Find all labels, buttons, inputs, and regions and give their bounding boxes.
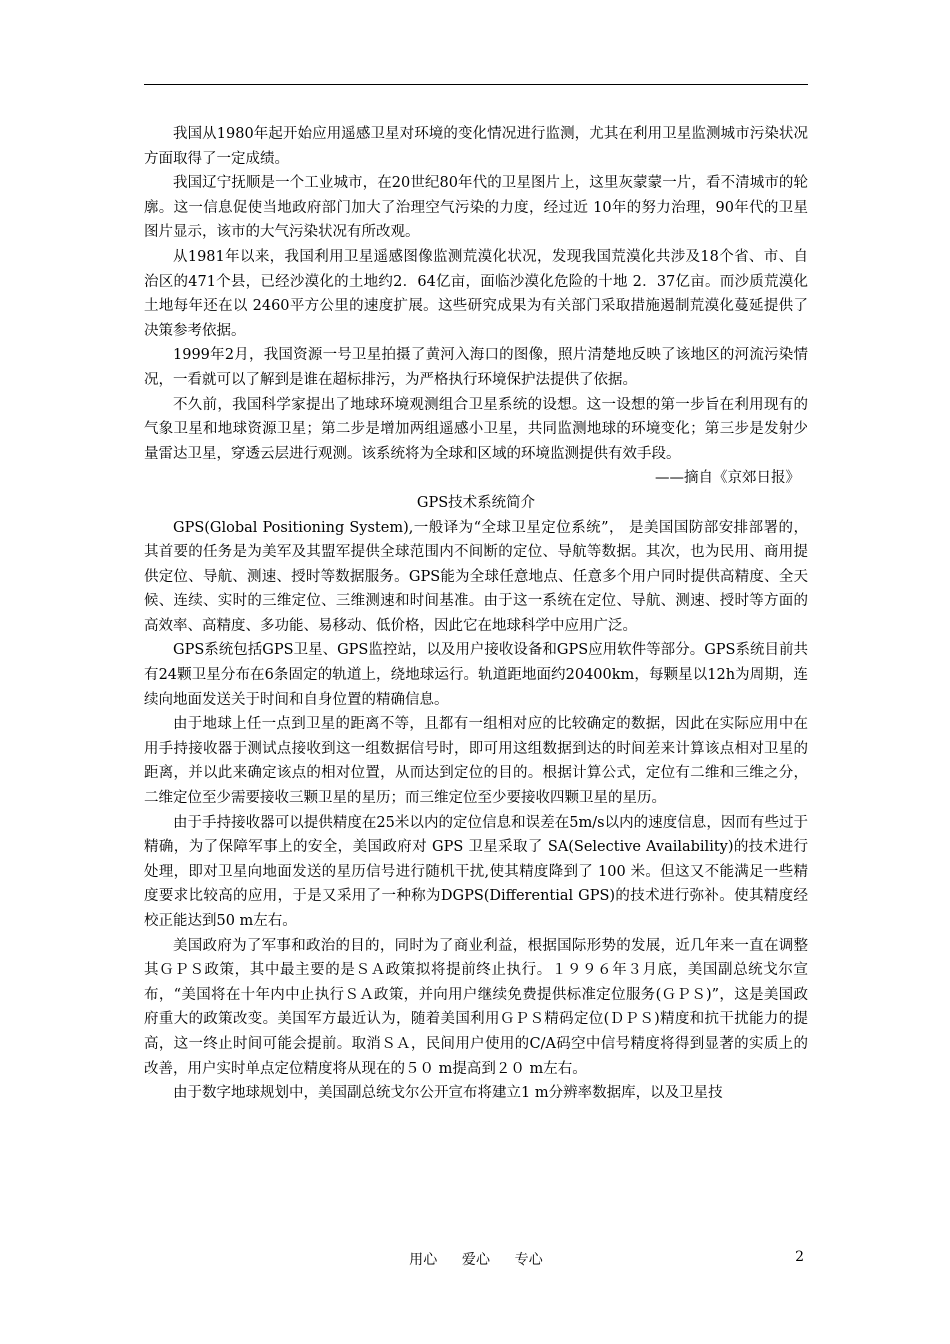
source-attribution: ——摘自《京郊日报》 [655,470,800,487]
paragraph: 由于手持接收器可以提供精度在25米以内的定位信息和误差在5m/s以内的速度信息，因而有些过于精确，为了保障军事上的安全，美国政府对 GPS 卫星采取了 SA(Selective Availability)的技术进行处理，即对卫星向地面发送的星历信号进行随机干扰,使其精度降到了 100 米。但这又不能满足一些精度要求比较高的应用，于是又采用了一种称为DGPS(Differential GPS)的技术进行弥补。使其精度经校正能达到50 m左右。 [144,814,808,929]
paragraph: 美国政府为了军事和政治的目的，同时为了商业利益，根据国际形势的发展，近几年来一直在调整其ＧＰＳ政策，其中最主要的是ＳＡ政策拟将提前终止执行。１９９６年３月底，美国副总统戈尔宣布，“美国将在十年内中止执行ＳＡ政策，并向用户继续免费提供标准定位服务(ＧＰＳ)”，这是美国政府重大的政策改变。美国军方最近认为，随着美国利用ＧＰＳ精码定位(ＤＰＳ)精度和抗干扰能力的提高，这一终止时间可能会提前。取消ＳＡ，民间用户使用的C/A码空中信号精度将得到显著的实质上的改善，用户实时单点定位精度将从现在的５０ m提高到２０ m左右。 [144,937,808,1077]
section-title: GPS技术系统简介 [416,494,536,511]
paragraph: 不久前，我国科学家提出了地球环境观测组合卫星系统的设想。这一设想的第一步旨在利用现有的气象卫星和地球资源卫星；第二步是增加两组遥感小卫星，共同监测地球的环境变化；第三步是发射少量雷达卫星，穿透云层进行观测。该系统将为全球和区域的环境监测提供有效手段。 [144,396,808,462]
paragraph: 我国辽宁抚顺是一个工业城市，在20世纪80年代的卫星图片上，这里灰蒙蒙一片，看不清城市的轮廓。这一信息促使当地政府部门加大了治理空气污染的力度，经过近 10年的努力治理，90年代的卫星图片显示，该市的大气污染状况有所改观。 [144,175,808,241]
paragraph: 我国从1980年起开始应用遥感卫星对环境的变化情况进行监测，尤其在利用卫星监测城市污染状况方面取得了一定成绩。 [144,126,808,167]
footer-motto-word: 爱心 [461,1252,491,1268]
header-rule [144,84,808,85]
paragraph: GPS系统包括GPS卫星、GPS监控站，以及用户接收设备和GPS应用软件等部分。GPS系统目前共有24颗卫星分布在6条固定的轨道上，绕地球运行。轨道距地面约20400km，每颗星以12h为周期，连续向地面发送关于时间和自身位置的精确信息。 [144,642,808,708]
paragraph: 由于地球上任一点到卫星的距离不等，且都有一组相对应的比较确定的数据，因此在实际应用中在用手持接收器于测试点接收到这一组数据信号时，即可用这组数据到达的时间差来计算该点相对卫星的距离，并以此来确定该点的相对位置，从而达到定位的目的。根据计算公式，定位有二维和三维之分，二维定位至少需要接收三颗卫星的星历；而三维定位至少要接收四颗卫星的星历。 [144,716,808,807]
paragraph: 从1981年以来，我国利用卫星遥感图像监测荒漠化状况，发现我国荒漠化共涉及18个省、市、自治区的471个县，已经沙漠化的土地约2．64亿亩，面临沙漠化危险的十地 2．37亿亩。而沙质荒漠化土地每年还在以 2460平方公里的速度扩展。这些研究成果为有关部门采取措施遏制荒漠化蔓延提供了决策参考依据。 [144,248,808,339]
footer-motto-word: 用心 [409,1252,438,1268]
footer-motto-word: 专心 [514,1252,543,1268]
document-body [144,122,808,1106]
footer-motto [144,1249,808,1269]
paragraph: 1999年2月，我国资源一号卫星拍摄了黄河入海口的图像，照片清楚地反映了该地区的河流污染情况，一看就可以了解到是谁在超标排污，为严格执行环境保护法提供了依据。 [144,347,808,388]
page-number: 2 [795,1249,804,1265]
paragraph: GPS(Global Positioning System),一般译为“全球卫星定位系统”， 是美国国防部安排部署的，其首要的任务是为美军及其盟军提供全球范围内不间断的定位、导航等数据。其次，也为民用、商用提供定位、导航、测速、授时等数据服务。GPS能为全球任意地点、任意多个用户同时提供高精度、全天候、连续、实时的三维定位、三维测速和时间基准。由于这一系统在定位、导航、测速、授时等方面的高效率、高精度、多功能、易移动、低价格，因此它在地球科学中应用广泛。 [144,519,808,634]
paragraph: 由于数字地球规划中，美国副总统戈尔公开宣布将建立1 m分辨率数据库，以及卫星技 [173,1085,723,1102]
